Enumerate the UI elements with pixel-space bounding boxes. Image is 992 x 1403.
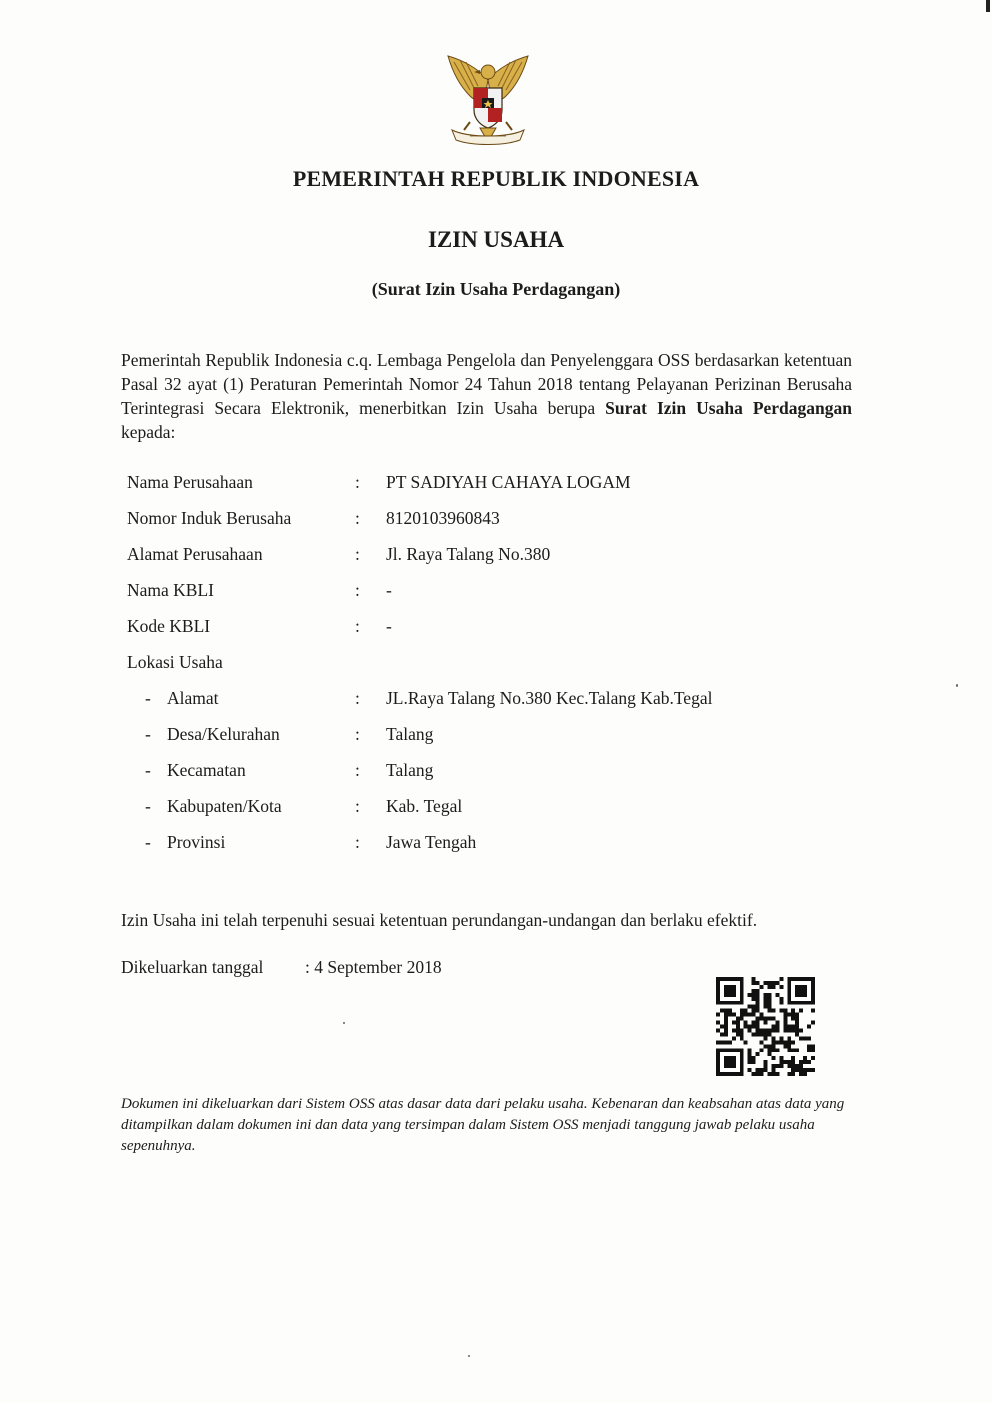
field-value: PT SADIYAH CAHAYA LOGAM	[386, 472, 631, 492]
field-colon: :	[355, 796, 360, 816]
issued-date	[121, 957, 442, 978]
field-label: Alamat Perusahaan	[127, 544, 263, 564]
field-row-company-address	[127, 544, 827, 580]
issued-label: Dikeluarkan tanggal	[121, 957, 264, 977]
location-label-text: Provinsi	[167, 832, 226, 852]
field-colon: :	[355, 760, 360, 780]
qr-code-icon	[716, 977, 815, 1076]
field-row-business-location	[127, 652, 827, 688]
field-value: -	[386, 580, 392, 600]
list-dash: -	[145, 724, 151, 744]
scan-speck	[343, 1022, 345, 1024]
scan-speck	[468, 1355, 470, 1357]
intro-text-suffix: kepada:	[121, 422, 176, 442]
field-colon: :	[355, 832, 360, 852]
issued-value: : 4 September 2018	[305, 957, 442, 977]
field-row-company-name	[127, 472, 827, 508]
scan-edge-mark	[986, 0, 990, 12]
intro-text-prefix: Pemerintah Republik Indonesia c.q. Lembaga Pengelola dan Penyelenggara OSS berdasarkan ketentuan Pasal 32 ayat (1) Peraturan Pemerintah Nomor 24 Tahun 2018 tentang Pelayanan Perizinan Berusaha Terintegrasi Secara Elektronik, menerbitkan Izin Usaha berupa	[121, 350, 852, 418]
location-row-district	[127, 760, 827, 796]
field-label: Nama KBLI	[127, 580, 214, 600]
field-value: 8120103960843	[386, 508, 500, 528]
effective-statement: Izin Usaha ini telah terpenuhi sesuai ketentuan perundangan-undangan dan berlaku efektif.	[121, 910, 758, 930]
garuda-emblem-icon	[440, 50, 536, 150]
list-dash: -	[145, 832, 151, 852]
field-colon: :	[355, 724, 360, 744]
field-colon: :	[355, 544, 360, 564]
field-value: -	[386, 616, 392, 636]
company-fields	[127, 472, 827, 868]
field-label: Kode KBLI	[127, 616, 211, 636]
location-label-text: Alamat	[167, 688, 219, 708]
field-colon: :	[355, 508, 360, 528]
location-row-address	[127, 688, 827, 724]
field-row-kbli-code	[127, 616, 827, 652]
intro-paragraph	[121, 348, 852, 444]
location-label	[145, 832, 225, 853]
field-value: JL.Raya Talang No.380 Kec.Talang Kab.Tegal	[386, 688, 713, 708]
location-label-text: Kecamatan	[167, 760, 246, 780]
location-label	[145, 688, 219, 709]
field-colon: :	[355, 688, 360, 708]
field-value: Jl. Raya Talang No.380	[386, 544, 551, 564]
location-label	[145, 796, 282, 817]
location-label	[145, 724, 280, 745]
field-value: Kab. Tegal	[386, 796, 463, 816]
field-value: Talang	[386, 724, 434, 744]
field-colon: :	[355, 616, 360, 636]
location-row-province	[127, 832, 827, 868]
field-row-kbli-name	[127, 580, 827, 616]
field-value: Talang	[386, 760, 434, 780]
field-label: Nama Perusahaan	[127, 472, 253, 492]
location-row-village	[127, 724, 827, 760]
location-row-regency	[127, 796, 827, 832]
list-dash: -	[145, 760, 151, 780]
field-row-nib	[127, 508, 827, 544]
field-label: Lokasi Usaha	[127, 652, 223, 672]
document-subtitle: (Surat Izin Usaha Perdagangan)	[371, 279, 621, 299]
field-colon: :	[355, 472, 360, 492]
field-colon: :	[355, 580, 360, 600]
document-title: IZIN USAHA	[427, 227, 565, 252]
location-label	[145, 760, 246, 781]
location-label-text: Kabupaten/Kota	[167, 796, 282, 816]
intro-text-bold: Surat Izin Usaha Perdagangan	[605, 398, 852, 418]
footer-disclaimer: Dokumen ini dikeluarkan dari Sistem OSS atas dasar data dari pelaku usaha. Kebenaran dan keabsahan atas data yang ditampilkan dalam dokumen ini dan data yang tersimpan dalam Sistem OSS menjadi tanggung jawab pelaku usaha sepenuhnya.	[121, 1096, 845, 1154]
field-value: Jawa Tengah	[386, 832, 477, 852]
list-dash: -	[145, 796, 151, 816]
list-dash: -	[145, 688, 151, 708]
scan-speck	[956, 684, 958, 687]
field-label: Nomor Induk Berusaha	[127, 508, 292, 528]
government-heading: PEMERINTAH REPUBLIK INDONESIA	[292, 166, 700, 191]
location-label-text: Desa/Kelurahan	[167, 724, 280, 744]
